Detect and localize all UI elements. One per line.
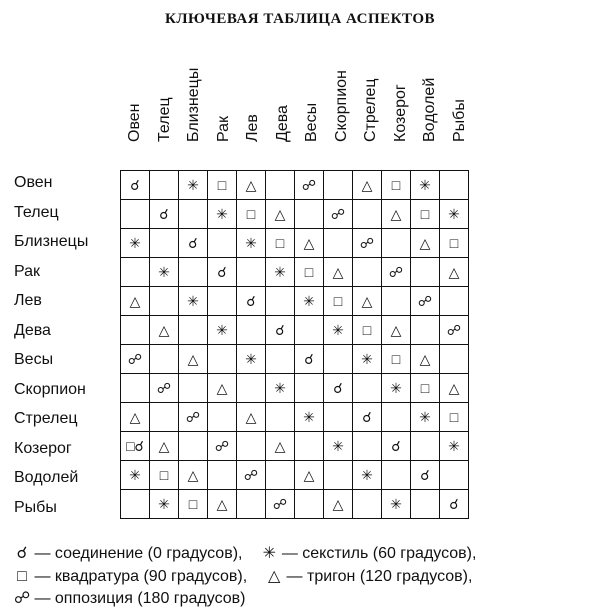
aspect-symbol: △ <box>129 409 141 425</box>
legend-square-text: — квадратура (90 градусов), <box>34 568 248 585</box>
aspect-symbol: ☌ <box>420 467 430 483</box>
aspect-symbol: □ <box>217 177 227 193</box>
aspect-cell <box>179 432 208 461</box>
aspect-cell <box>440 432 469 461</box>
aspect-symbol: □ <box>304 264 314 280</box>
square-icon: □ <box>17 568 27 585</box>
aspect-cell <box>237 345 266 374</box>
column-header-label: Телец <box>155 97 173 142</box>
aspect-cell <box>150 258 179 287</box>
aspect-cell <box>440 461 469 490</box>
aspect-symbol: ✳ <box>129 235 141 251</box>
column-header-label: Рак <box>214 115 232 142</box>
column-header <box>445 0 475 160</box>
aspect-cell <box>179 287 208 316</box>
aspect-symbol: △ <box>448 264 460 280</box>
aspect-symbol: △ <box>245 409 257 425</box>
column-header-label: Дева <box>273 105 291 142</box>
opposition-icon: ☍ <box>14 590 31 607</box>
row-label: Дева <box>14 321 51 339</box>
aspect-cell <box>440 229 469 258</box>
column-header <box>268 0 298 160</box>
aspect-cell <box>382 345 411 374</box>
aspect-cell <box>440 316 469 345</box>
sextile-icon: ✳ <box>262 545 277 562</box>
aspect-cell <box>150 490 179 519</box>
aspect-cell <box>382 258 411 287</box>
aspect-cell <box>150 316 179 345</box>
aspect-symbol: ✳ <box>332 438 344 454</box>
aspect-cell <box>150 229 179 258</box>
aspect-cell <box>208 490 237 519</box>
aspect-symbol: ☌ <box>130 177 140 193</box>
trine-icon: △ <box>267 568 281 585</box>
aspect-symbol: ☌ <box>217 264 227 280</box>
aspect-cell <box>295 432 324 461</box>
column-header-label: Лев <box>244 114 261 142</box>
aspect-cell <box>150 200 179 229</box>
aspect-symbol: △ <box>274 206 286 222</box>
table-row <box>121 403 469 432</box>
aspect-cell <box>208 258 237 287</box>
aspect-cell <box>440 171 469 200</box>
aspect-symbol: ☌ <box>333 380 343 396</box>
aspect-cell <box>266 316 295 345</box>
aspect-cell <box>295 229 324 258</box>
aspect-cell <box>237 287 266 316</box>
aspect-symbol: □ <box>391 351 401 367</box>
row-label: Рыбы <box>14 498 57 516</box>
aspect-cell <box>121 374 150 403</box>
aspect-cell <box>179 229 208 258</box>
aspect-cell <box>237 316 266 345</box>
aspect-cell <box>150 432 179 461</box>
legend-line-1 <box>14 543 476 563</box>
aspect-cell <box>411 461 440 490</box>
aspect-cell <box>266 345 295 374</box>
aspect-cell <box>324 432 353 461</box>
table-row <box>121 316 469 345</box>
aspect-symbol: ✳ <box>158 264 170 280</box>
aspect-symbol: △ <box>274 438 286 454</box>
aspect-cell <box>150 171 179 200</box>
aspect-symbol: ✳ <box>361 467 373 483</box>
table-row <box>121 432 469 461</box>
row-label: Близнецы <box>14 233 89 250</box>
table-row <box>121 229 469 258</box>
aspect-symbol: ☌ <box>362 409 372 425</box>
aspect-cell <box>295 171 324 200</box>
aspect-symbol: △ <box>216 496 228 512</box>
aspect-cell <box>353 316 382 345</box>
aspect-symbol: ☍ <box>272 496 288 512</box>
aspect-cell <box>440 200 469 229</box>
column-header <box>386 0 416 160</box>
column-header <box>415 0 445 160</box>
aspect-symbol: □ <box>362 322 372 338</box>
aspect-symbol: ☌ <box>304 351 314 367</box>
column-header <box>297 0 327 160</box>
aspect-symbol: ✳ <box>129 467 141 483</box>
aspect-cell <box>121 345 150 374</box>
aspect-cell <box>266 171 295 200</box>
aspect-symbol: △ <box>158 322 170 338</box>
aspect-cell <box>382 490 411 519</box>
column-header <box>238 0 268 160</box>
row-label: Овен <box>14 174 53 191</box>
aspect-symbol: □ <box>420 380 430 396</box>
aspect-cell <box>237 374 266 403</box>
column-header-label: Водолей <box>421 77 438 142</box>
conjunction-icon: ☌ <box>16 545 28 562</box>
aspect-cell <box>208 461 237 490</box>
aspect-cell <box>150 287 179 316</box>
aspect-cell <box>324 200 353 229</box>
aspect-symbol: ☍ <box>417 293 433 309</box>
aspect-symbol: △ <box>303 467 315 483</box>
aspect-cell <box>295 403 324 432</box>
aspect-symbol: ☍ <box>214 438 230 454</box>
aspect-cell <box>121 258 150 287</box>
column-header-label: Овен <box>126 103 143 142</box>
aspect-cell <box>208 229 237 258</box>
aspect-symbol: ✳ <box>332 322 344 338</box>
aspect-symbol: ✳ <box>419 409 431 425</box>
aspect-cell <box>237 490 266 519</box>
aspect-symbol: ✳ <box>390 380 402 396</box>
aspect-symbol: ☍ <box>301 177 317 193</box>
aspect-symbol: □ <box>159 467 169 483</box>
aspect-cell <box>353 374 382 403</box>
table-row <box>121 345 469 374</box>
aspect-cell <box>150 461 179 490</box>
aspect-cell <box>324 403 353 432</box>
aspect-cell <box>295 374 324 403</box>
row-label: Весы <box>14 351 54 368</box>
aspect-symbol: □ <box>275 235 285 251</box>
aspect-cell <box>440 403 469 432</box>
aspect-symbol: ☍ <box>185 409 201 425</box>
aspect-cell <box>353 200 382 229</box>
aspect-cell <box>237 432 266 461</box>
aspect-cell <box>440 287 469 316</box>
aspect-cell <box>266 229 295 258</box>
aspect-symbol: ☍ <box>127 351 143 367</box>
aspect-symbol: ☌ <box>391 438 401 454</box>
legend-conjunction-text: — соединение (0 градусов), <box>34 545 243 562</box>
aspect-cell <box>324 345 353 374</box>
aspect-cell <box>208 403 237 432</box>
aspect-cell <box>237 171 266 200</box>
column-header-label: Козерог <box>391 84 409 142</box>
aspect-symbol: ✳ <box>303 409 315 425</box>
row-label: Козерог <box>14 439 72 457</box>
aspect-cell <box>324 171 353 200</box>
aspect-cell <box>121 403 150 432</box>
aspect-cell <box>121 171 150 200</box>
column-header <box>150 0 180 160</box>
aspect-symbol: ✳ <box>448 206 460 222</box>
aspect-cell <box>353 490 382 519</box>
aspect-symbol: ✳ <box>448 438 460 454</box>
aspect-symbol: △ <box>419 351 431 367</box>
aspect-cell <box>382 171 411 200</box>
aspect-cell <box>121 287 150 316</box>
aspect-cell <box>179 374 208 403</box>
aspect-cell <box>295 258 324 287</box>
column-header-label: Стрелец <box>362 78 379 142</box>
aspect-cell <box>237 200 266 229</box>
aspect-symbol: ✳ <box>158 496 170 512</box>
aspect-symbol: □ <box>391 177 401 193</box>
aspect-symbol: ☍ <box>156 380 172 396</box>
aspect-cell <box>121 316 150 345</box>
aspect-cell <box>324 374 353 403</box>
aspect-symbol: ✳ <box>419 177 431 193</box>
aspect-symbol: □ <box>246 206 256 222</box>
aspect-symbol: ☍ <box>446 322 462 338</box>
aspect-cell <box>324 287 353 316</box>
aspect-cell <box>208 374 237 403</box>
aspect-cell <box>266 287 295 316</box>
table-row <box>121 258 469 287</box>
column-header <box>209 0 239 160</box>
aspect-symbol: △ <box>390 206 402 222</box>
aspect-cell <box>295 316 324 345</box>
legend-sextile-text: — секстиль (60 градусов), <box>281 545 477 562</box>
aspect-cell <box>150 345 179 374</box>
aspect-cell <box>382 200 411 229</box>
aspect-symbol: ☌ <box>159 206 169 222</box>
aspect-cell <box>150 403 179 432</box>
aspect-symbol: △ <box>390 322 402 338</box>
aspect-cell <box>324 461 353 490</box>
aspect-symbol: ✳ <box>216 206 228 222</box>
aspect-symbol: ✳ <box>274 380 286 396</box>
aspect-cell <box>237 403 266 432</box>
aspect-cell <box>179 171 208 200</box>
aspect-cell <box>382 374 411 403</box>
column-header <box>179 0 209 160</box>
aspect-cell <box>324 490 353 519</box>
aspect-cell <box>208 432 237 461</box>
aspect-cell <box>121 200 150 229</box>
aspect-symbol: □ <box>449 409 459 425</box>
aspect-cell <box>353 461 382 490</box>
aspect-cell <box>179 316 208 345</box>
table-row <box>121 461 469 490</box>
aspect-cell <box>121 461 150 490</box>
aspect-cell <box>179 258 208 287</box>
aspect-symbol: ✳ <box>187 293 199 309</box>
aspect-cell <box>179 490 208 519</box>
aspect-symbol: ☌ <box>188 235 198 251</box>
aspect-symbol: □ <box>188 496 198 512</box>
aspect-symbol: △ <box>419 235 431 251</box>
row-label: Рак <box>14 262 41 280</box>
aspect-cell <box>121 229 150 258</box>
aspect-cell <box>295 461 324 490</box>
aspect-cell <box>353 403 382 432</box>
aspect-symbol: ☍ <box>243 467 259 483</box>
aspect-cell <box>382 403 411 432</box>
aspect-cell <box>179 345 208 374</box>
aspect-cell <box>237 258 266 287</box>
column-header-label: Весы <box>303 102 320 142</box>
aspect-cell <box>237 229 266 258</box>
table-row <box>121 171 469 200</box>
aspect-symbol: ✳ <box>390 496 402 512</box>
aspect-symbol: △ <box>245 177 257 193</box>
aspect-cell <box>411 229 440 258</box>
aspect-symbol: △ <box>129 293 141 309</box>
aspect-cell <box>382 316 411 345</box>
aspect-cell <box>353 229 382 258</box>
page-title: КЛЮЧЕВАЯ ТАБЛИЦА АСПЕКТОВ <box>164 11 436 27</box>
aspect-cell <box>411 258 440 287</box>
aspect-cell <box>353 171 382 200</box>
aspect-cell <box>440 374 469 403</box>
aspect-symbol: △ <box>361 177 373 193</box>
column-header-label: Близнецы <box>185 67 202 142</box>
aspect-cell <box>324 229 353 258</box>
aspect-cell <box>208 171 237 200</box>
aspect-symbol: △ <box>332 264 344 280</box>
row-label: Лев <box>14 292 42 309</box>
aspect-cell <box>179 403 208 432</box>
row-label: Телец <box>14 203 59 221</box>
legend-line-2 <box>14 566 472 586</box>
aspect-cell <box>266 258 295 287</box>
aspect-cell <box>411 345 440 374</box>
aspect-symbol: △ <box>187 467 199 483</box>
aspect-symbol: ✳ <box>245 351 257 367</box>
aspect-cell <box>324 316 353 345</box>
aspect-cell <box>411 403 440 432</box>
aspect-symbol: △ <box>187 351 199 367</box>
aspect-cell <box>295 345 324 374</box>
aspect-cell <box>411 374 440 403</box>
aspect-cell <box>121 432 150 461</box>
aspect-cell <box>208 200 237 229</box>
table-row <box>121 374 469 403</box>
aspect-cell <box>411 432 440 461</box>
aspect-cell <box>440 490 469 519</box>
aspect-symbol: ✳ <box>187 177 199 193</box>
aspect-cell <box>266 461 295 490</box>
aspect-cell <box>208 345 237 374</box>
aspect-cell <box>266 403 295 432</box>
aspect-symbol: △ <box>216 380 228 396</box>
aspect-symbol: ✳ <box>245 235 257 251</box>
aspect-cell <box>208 316 237 345</box>
aspect-symbol: □☌ <box>126 438 144 454</box>
aspect-cell <box>179 200 208 229</box>
row-label: Стрелец <box>14 410 78 427</box>
aspect-cell <box>382 229 411 258</box>
aspect-cell <box>237 461 266 490</box>
column-header-label: Рыбы <box>450 99 468 142</box>
aspect-symbol: ☍ <box>359 235 375 251</box>
aspect-symbol: △ <box>158 438 170 454</box>
aspect-symbol: □ <box>420 206 430 222</box>
aspect-symbol: ☌ <box>246 293 256 309</box>
legend-line-3 <box>14 588 246 608</box>
aspect-cell <box>440 258 469 287</box>
aspect-cell <box>382 461 411 490</box>
aspect-symbol: ✳ <box>361 351 373 367</box>
aspect-symbol: △ <box>332 496 344 512</box>
aspect-cell <box>382 432 411 461</box>
aspect-symbol: ✳ <box>303 293 315 309</box>
column-header <box>356 0 386 160</box>
legend-trine-text: — тригон (120 градусов), <box>286 568 473 585</box>
aspect-cell <box>295 200 324 229</box>
table-row <box>121 287 469 316</box>
aspect-cell <box>353 258 382 287</box>
aspect-cell <box>266 432 295 461</box>
aspect-symbol: □ <box>333 293 343 309</box>
aspect-cell <box>324 258 353 287</box>
aspect-cell <box>295 287 324 316</box>
aspect-cell <box>440 345 469 374</box>
aspect-symbol: ☌ <box>449 496 459 512</box>
column-header-label: Скорпион <box>332 70 350 142</box>
aspect-cell <box>411 287 440 316</box>
aspect-cell <box>353 345 382 374</box>
aspect-symbol: △ <box>361 293 373 309</box>
aspect-cell <box>411 171 440 200</box>
aspect-cell <box>411 490 440 519</box>
aspect-cell <box>382 287 411 316</box>
aspect-cell <box>208 287 237 316</box>
aspect-symbol: ✳ <box>274 264 286 280</box>
aspect-cell <box>179 461 208 490</box>
aspect-cell <box>411 200 440 229</box>
aspect-symbol: △ <box>448 380 460 396</box>
row-label: Водолей <box>14 469 79 486</box>
aspect-symbol: □ <box>449 235 459 251</box>
aspect-cell <box>266 200 295 229</box>
table-row <box>121 200 469 229</box>
column-header <box>120 0 150 160</box>
aspect-table <box>120 170 469 519</box>
aspect-symbol: ☌ <box>275 322 285 338</box>
row-label: Скорпион <box>14 380 86 398</box>
aspect-cell <box>411 316 440 345</box>
aspect-cell <box>150 374 179 403</box>
aspect-symbol: ☍ <box>330 206 346 222</box>
aspect-cell <box>121 490 150 519</box>
aspect-symbol: ✳ <box>216 322 228 338</box>
aspect-cell <box>266 490 295 519</box>
aspect-symbol: ☍ <box>388 264 404 280</box>
table-row <box>121 490 469 519</box>
aspect-cell <box>353 432 382 461</box>
aspect-cell <box>295 490 324 519</box>
aspect-cell <box>266 374 295 403</box>
column-header <box>327 0 357 160</box>
legend-opposition-text: — оппозиция (180 градусов) <box>34 590 246 607</box>
aspect-symbol: △ <box>303 235 315 251</box>
aspect-cell <box>353 287 382 316</box>
